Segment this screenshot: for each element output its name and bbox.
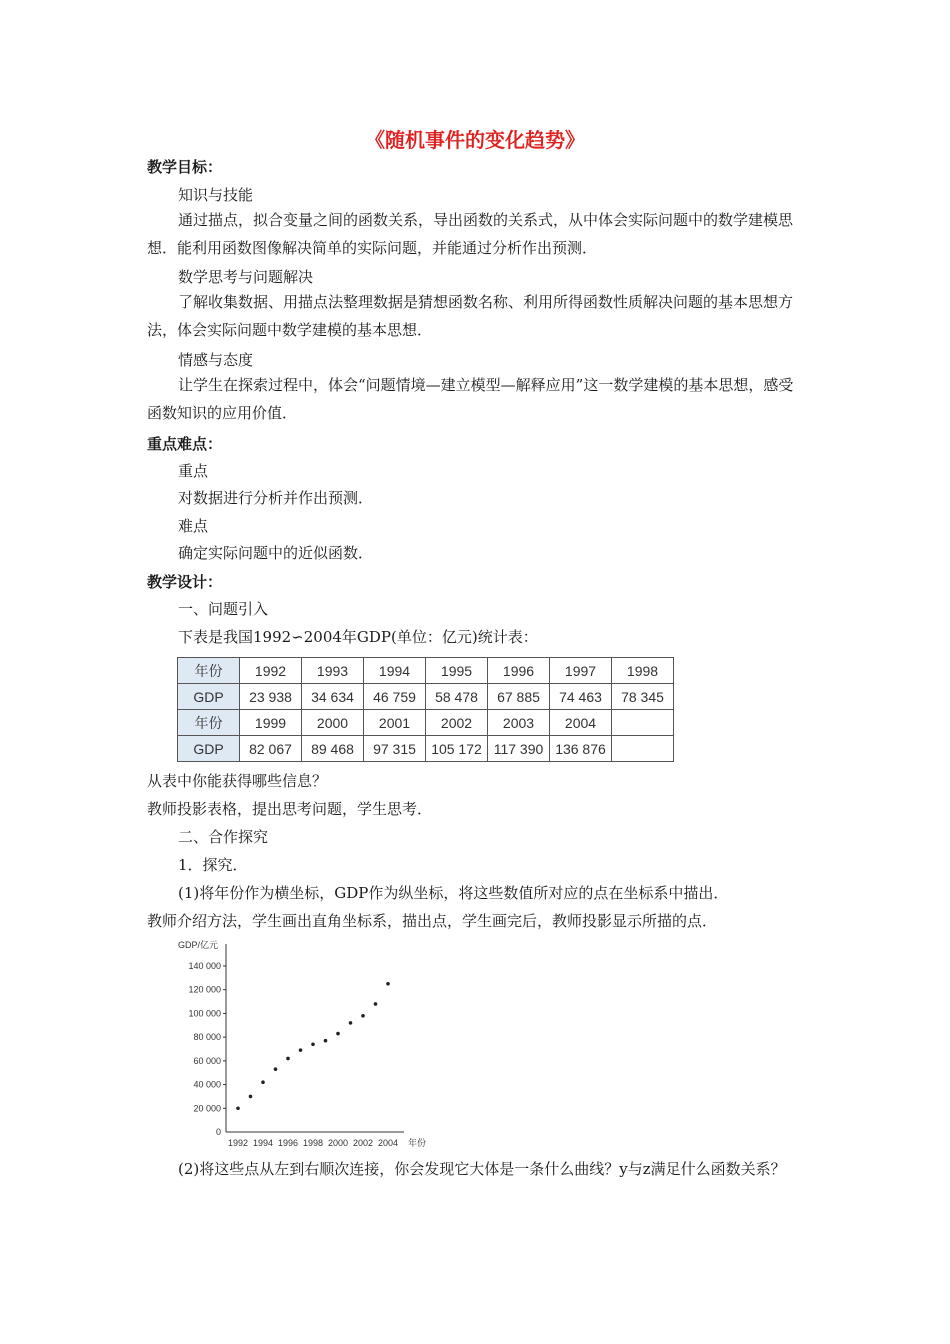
step-2-text: (2)将这些点从左到右顺次连接，你会发现它大体是一条什么曲线？y与z满足什么函数关系？ xyxy=(178,1160,786,1178)
table-cell xyxy=(612,710,674,736)
row-label-year: 年份 xyxy=(178,658,240,684)
step-1-text: (1)将年份作为横坐标，GDP作为纵坐标，将这些数值所对应的点在坐标系中描出． xyxy=(178,884,729,902)
coop-heading: 二、合作探究 xyxy=(178,828,269,846)
table-cell: 2004 xyxy=(550,710,612,736)
table-cell: 1997 xyxy=(550,658,612,684)
x-tick-label: 1996 xyxy=(277,1138,299,1148)
table-row xyxy=(178,658,674,684)
thinking-text: 了解收集数据、用描点法整理数据是猜想函数名称、利用所得函数性质解决问题的基本思想方法，体会实际问题中数学建模的基本思想． xyxy=(147,293,794,339)
x-tick-label: 1998 xyxy=(302,1138,324,1148)
table-cell: 2002 xyxy=(426,710,488,736)
data-point xyxy=(236,1106,240,1110)
y-tick-label: 60 000 xyxy=(193,1055,221,1066)
table-cell: 1994 xyxy=(364,658,426,684)
row-label-gdp: GDP xyxy=(178,736,240,762)
chart-points xyxy=(236,982,390,1110)
y-tick-label: 20 000 xyxy=(193,1103,221,1114)
y-tick-label: 140 000 xyxy=(188,961,221,971)
data-point xyxy=(374,1002,378,1006)
table-cell: 89 468 xyxy=(302,736,364,762)
difficulty-text: 确定实际问题中的近似函数． xyxy=(178,544,374,562)
table-cell: 23 938 xyxy=(240,684,302,710)
key-point-text: 对数据进行分析并作出预测． xyxy=(178,489,374,507)
x-tick-label: 2000 xyxy=(327,1138,349,1148)
table-row xyxy=(178,736,674,762)
data-point xyxy=(261,1080,265,1084)
y-tick-label: 120 000 xyxy=(188,984,221,995)
x-tick-label: 2002 xyxy=(352,1138,374,1148)
gdp-scatter-chart xyxy=(170,938,440,1150)
table-caption: 下表是我国1992∽2004年GDP(单位：亿元)统计表： xyxy=(178,628,538,646)
design-heading: 教学设计： xyxy=(147,573,223,591)
y-tick-label: 40 000 xyxy=(193,1079,221,1090)
y-tick-label: 100 000 xyxy=(188,1008,221,1019)
data-point xyxy=(299,1048,303,1052)
difficulty-label: 难点 xyxy=(178,517,209,535)
goals-heading: 教学目标： xyxy=(147,158,223,176)
x-axis-label: 年份 xyxy=(408,1138,427,1148)
key-point-label: 重点 xyxy=(178,462,209,480)
table-cell: 2003 xyxy=(488,710,550,736)
table-cell: 2001 xyxy=(364,710,426,736)
table-cell: 136 876 xyxy=(550,736,612,762)
knowledge-text: 通过描点，拟合变量之间的函数关系，导出函数的关系式，从中体会实际问题中的数学建模思想．能利用函数图像解决简单的实际问题，并能通过分析作出预测． xyxy=(147,211,794,257)
x-tick-label: 1992 xyxy=(227,1138,249,1148)
y-tick-label: 80 000 xyxy=(193,1032,221,1043)
table-cell: 58 478 xyxy=(426,684,488,710)
table-cell: 105 172 xyxy=(426,736,488,762)
document-title: 《随机事件的变化趋势》 xyxy=(365,128,585,152)
table-cell: 1999 xyxy=(240,710,302,736)
row-label-gdp: GDP xyxy=(178,684,240,710)
table-cell: 1995 xyxy=(426,658,488,684)
x-tick-label: 2004 xyxy=(377,1138,399,1148)
data-point xyxy=(386,982,390,986)
thinking-heading: 数学思考与问题解决 xyxy=(178,268,314,286)
data-point xyxy=(249,1095,253,1099)
explore-heading: 1．探究． xyxy=(178,856,248,874)
gdp-table xyxy=(177,657,674,762)
attitude-heading: 情感与态度 xyxy=(178,351,254,369)
data-point xyxy=(361,1014,365,1018)
chart-ticks xyxy=(188,961,398,1148)
table-cell xyxy=(612,736,674,762)
table-cell: 117 390 xyxy=(488,736,550,762)
y-tick-label: 0 xyxy=(215,1127,221,1137)
table-cell: 74 463 xyxy=(550,684,612,710)
y-axis-label: GDP/亿元 xyxy=(178,940,219,950)
question-text: 从表中你能获得哪些信息？ xyxy=(147,772,328,790)
table-cell: 34 634 xyxy=(302,684,364,710)
teacher-note-1: 教师投影表格，提出思考问题，学生思考． xyxy=(147,800,433,818)
row-label-year: 年份 xyxy=(178,710,240,736)
table-cell: 82 067 xyxy=(240,736,302,762)
teacher-note-2: 教师介绍方法，学生画出直角坐标系，描出点，学生画完后，教师投影显示所描的点． xyxy=(147,912,718,930)
table-cell: 78 345 xyxy=(612,684,674,710)
knowledge-heading: 知识与技能 xyxy=(178,186,254,204)
intro-heading: 一、问题引入 xyxy=(178,600,269,618)
table-row xyxy=(178,710,674,736)
table-cell: 97 315 xyxy=(364,736,426,762)
table-cell: 46 759 xyxy=(364,684,426,710)
data-point xyxy=(274,1067,278,1071)
table-cell: 1993 xyxy=(302,658,364,684)
table-row xyxy=(178,684,674,710)
data-point xyxy=(311,1042,315,1046)
table-cell: 67 885 xyxy=(488,684,550,710)
key-heading: 重点难点： xyxy=(147,435,223,453)
attitude-text: 让学生在探索过程中，体会“问题情境—建立模型—解释应用”这一数学建模的基本思想，感受函数知识的应用价值． xyxy=(147,376,794,422)
data-point xyxy=(336,1032,340,1036)
table-cell: 1998 xyxy=(612,658,674,684)
data-point xyxy=(324,1039,328,1043)
x-tick-label: 1994 xyxy=(252,1138,274,1148)
table-cell: 1992 xyxy=(240,658,302,684)
data-point xyxy=(349,1021,353,1025)
table-cell: 2000 xyxy=(302,710,364,736)
data-point xyxy=(286,1057,290,1061)
table-cell: 1996 xyxy=(488,658,550,684)
